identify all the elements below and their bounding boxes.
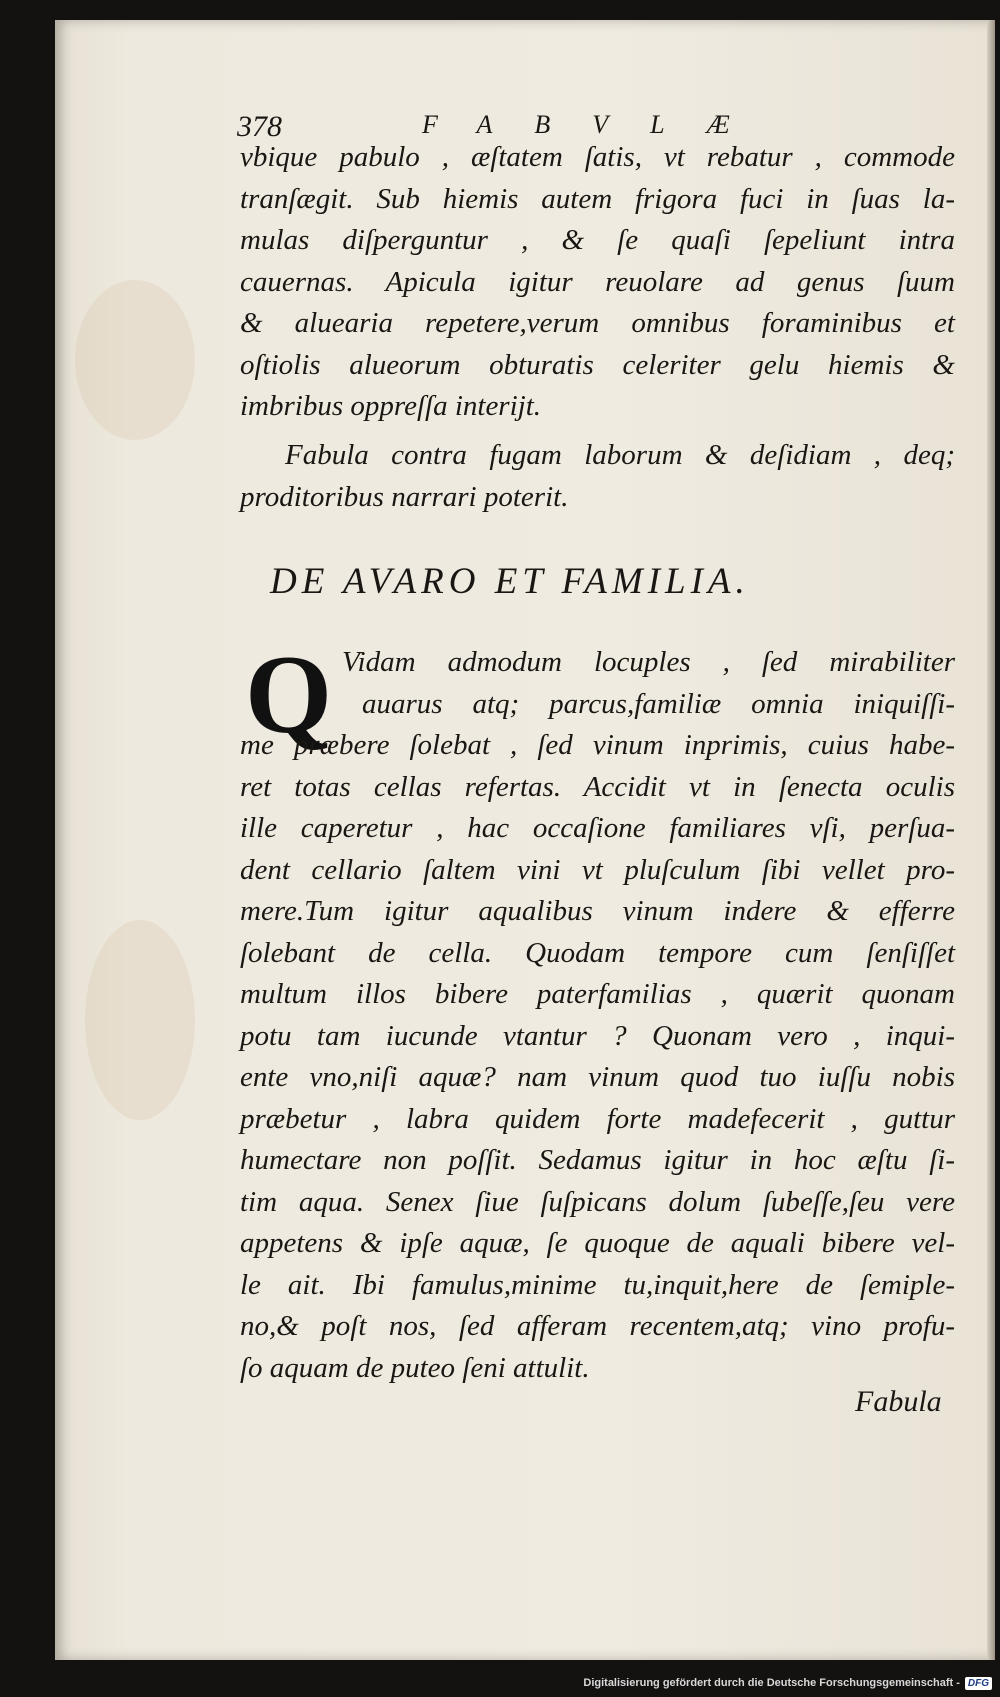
- text-line: ſo aquam de puteo ſeni attulit.: [240, 1351, 590, 1384]
- drop-cap: Q: [245, 633, 333, 757]
- running-head: FABVLÆ: [422, 110, 772, 139]
- text-line: oſtiolis alueorum obturatis celeriter gelu hiemis &: [240, 348, 955, 381]
- text-line: le ait. Ibi famulus,minime tu,inquit,here de ſemiple-: [240, 1268, 955, 1301]
- text-line: humectare non poſſit. Sedamus igitur in hoc æſtu ſi-: [240, 1144, 955, 1176]
- catchword: Fabula: [855, 1385, 942, 1418]
- text-line: mere.Tum igitur aqualibus vinum indere & efferre: [240, 895, 955, 927]
- text-line: no,& poſt nos, ſed afferam recentem,atq; vino profu-: [240, 1310, 955, 1342]
- text-line: cauernas. Apicula igitur reuolare ad genus ſuum: [240, 265, 955, 298]
- text-line: appetens & ipſe aquæ, ſe quoque de aquali bibere vel-: [240, 1227, 955, 1259]
- text-line: dent cellario ſaltem vini vt pluſculum ſibi vellet pro-: [240, 853, 955, 886]
- fable-title: DE AVARO ET FAMILIA.: [270, 561, 750, 602]
- text-line: præbetur , labra quidem forte madefecerit , guttur: [240, 1102, 955, 1135]
- text-line: multum illos bibere paterfamilias , quærit quonam: [240, 978, 955, 1010]
- text-line: ret totas cellas refertas. Accidit vt in ſenecta oculis: [240, 770, 955, 803]
- text-line: ſolebant de cella. Quodam tempore cum ſenſiſſet: [240, 936, 955, 969]
- text-line: ente vno,niſi aquæ? nam vinum quod tuo iuſſu nobis: [240, 1061, 955, 1093]
- text-line: me præbere ſolebat , ſed vinum inprimis, cuius habe-: [240, 729, 955, 761]
- text-line: Vidam admodum locuples , ſed mirabiliter: [342, 646, 955, 678]
- text-line: proditoribus narrari poterit.: [240, 480, 569, 513]
- page-header: [237, 110, 957, 144]
- page-number: 378: [237, 110, 282, 143]
- footer-credit: Digitalisierung gefördert durch die Deutsche Forschungsgemeinschaft -: [583, 1677, 960, 1689]
- text-line: Fabula contra fugam laborum & deſidiam , deq;: [285, 439, 955, 471]
- digitization-footer: [583, 1673, 992, 1693]
- dfg-logo: DFG: [965, 1677, 992, 1690]
- text-line: tim aqua. Senex ſiue ſuſpicans dolum ſubeſſe,ſeu vere: [240, 1185, 955, 1218]
- text-line: tranſægit. Sub hiemis autem frigora fuci in ſuas la-: [240, 182, 955, 215]
- text-line: ille caperetur , hac occaſione familiares vſi, perſua-: [240, 812, 955, 844]
- text-line: potu tam iucunde vtantur ? Quonam vero , inqui-: [240, 1019, 955, 1052]
- text-line: auarus atq; parcus,familiæ omnia iniquiſſi-: [362, 687, 955, 720]
- text-line: vbique pabulo , æſtatem ſatis, vt rebatur , commode: [240, 141, 955, 173]
- text-line: & aluearia repetere,verum omnibus foraminibus et: [240, 307, 955, 339]
- text-line: mulas diſperguntur , & ſe quaſi ſepeliunt intra: [240, 224, 955, 256]
- text-line: imbribus oppreſſa interijt.: [240, 390, 542, 422]
